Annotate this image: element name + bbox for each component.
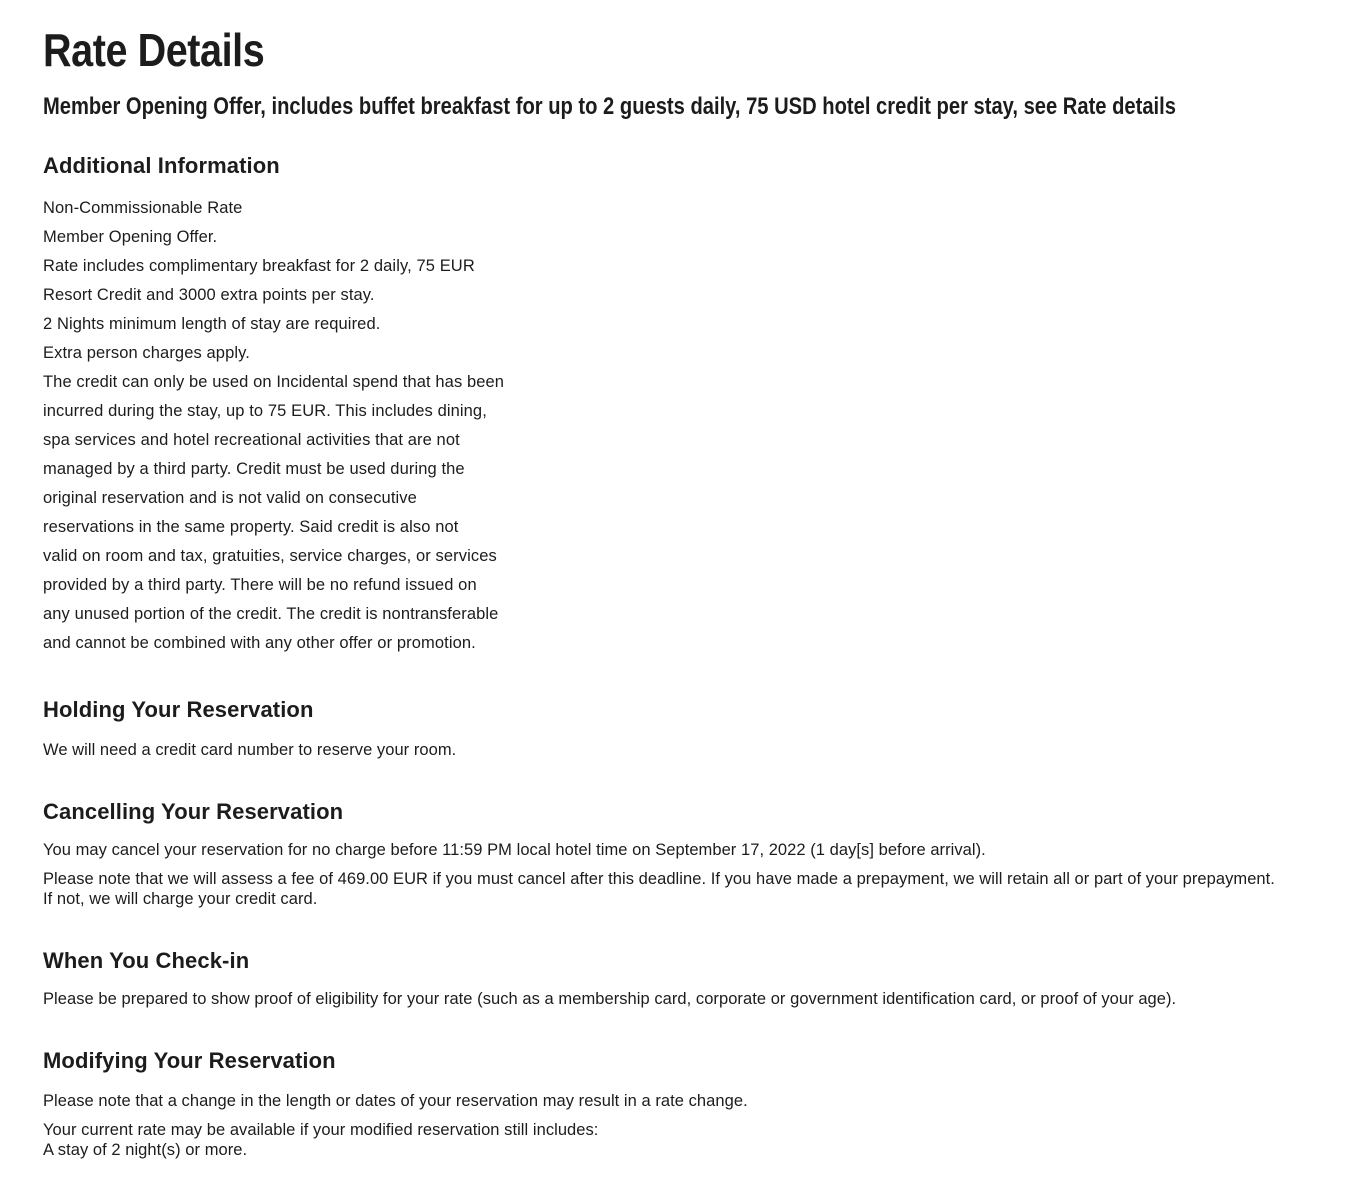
info-line: Extra person charges apply. <box>43 344 250 362</box>
additional-information-text <box>43 194 1372 658</box>
info-line: original reservation and is not valid on consecutive <box>43 489 417 507</box>
rate-change-text: Please note that a change in the length or dates of your reservation may result in a rate change. <box>43 1092 748 1110</box>
cancellation-deadline-text: You may cancel your reservation for no charge before 11:59 PM local hotel time on September 17, 2022 (1 day[s] before arrival). <box>43 841 986 859</box>
holding-reservation-text: We will need a credit card number to reserve your room. <box>43 741 457 759</box>
info-line: Non-Commissionable Rate <box>43 199 243 217</box>
info-line: managed by a third party. Credit must be used during the <box>43 460 465 478</box>
cancelling-reservation-section <box>43 798 1372 909</box>
additional-information-heading: Additional Information <box>43 153 280 178</box>
info-line: The credit can only be used on Incidental spend that has been <box>43 373 505 391</box>
check-in-text: Please be prepared to show proof of eligibility for your rate (such as a membership card, corporate or government identification card, or proof of your age). <box>43 990 1177 1008</box>
cancelling-reservation-heading: Cancelling Your Reservation <box>43 799 344 824</box>
info-line: provided by a third party. There will be no refund issued on <box>43 576 477 594</box>
cancellation-fee-text-continued: If not, we will charge your credit card. <box>43 890 318 908</box>
current-rate-text: Your current rate may be available if your modified reservation still includes: <box>43 1121 599 1139</box>
info-line: Member Opening Offer. <box>43 228 218 246</box>
holding-reservation-heading: Holding Your Reservation <box>43 697 314 722</box>
minimum-stay-text: A stay of 2 night(s) or more. <box>43 1141 248 1159</box>
info-line: reservations in the same property. Said credit is also not <box>43 518 459 536</box>
info-line: valid on room and tax, gratuities, service charges, or services <box>43 547 497 565</box>
info-line: 2 Nights minimum length of stay are required. <box>43 315 381 333</box>
info-line: Resort Credit and 3000 extra points per stay. <box>43 286 375 304</box>
info-line: and cannot be combined with any other offer or promotion. <box>43 634 476 652</box>
cancellation-fee-text: Please note that we will assess a fee of 469.00 EUR if you must cancel after this deadline. If you have made a prepayment, we will retain all or part of your prepayment. <box>43 870 1275 888</box>
info-line: any unused portion of the credit. The credit is nontransferable <box>43 605 499 623</box>
info-line: Rate includes complimentary breakfast for 2 daily, 75 EUR <box>43 257 475 275</box>
info-line: incurred during the stay, up to 75 EUR. This includes dining, <box>43 402 487 420</box>
modifying-reservation-heading: Modifying Your Reservation <box>43 1048 336 1073</box>
additional-information-section <box>43 152 1372 658</box>
modifying-reservation-section <box>43 1047 1372 1160</box>
check-in-heading: When You Check-in <box>43 948 250 973</box>
holding-reservation-section <box>43 696 1372 760</box>
rate-name: Member Opening Offer, includes buffet breakfast for up to 2 guests daily, 75 USD hotel credit per stay, see Rate details <box>43 93 1176 120</box>
info-line: spa services and hotel recreational activities that are not <box>43 431 460 449</box>
page-title: Rate Details <box>43 24 265 76</box>
check-in-section <box>43 947 1372 1009</box>
